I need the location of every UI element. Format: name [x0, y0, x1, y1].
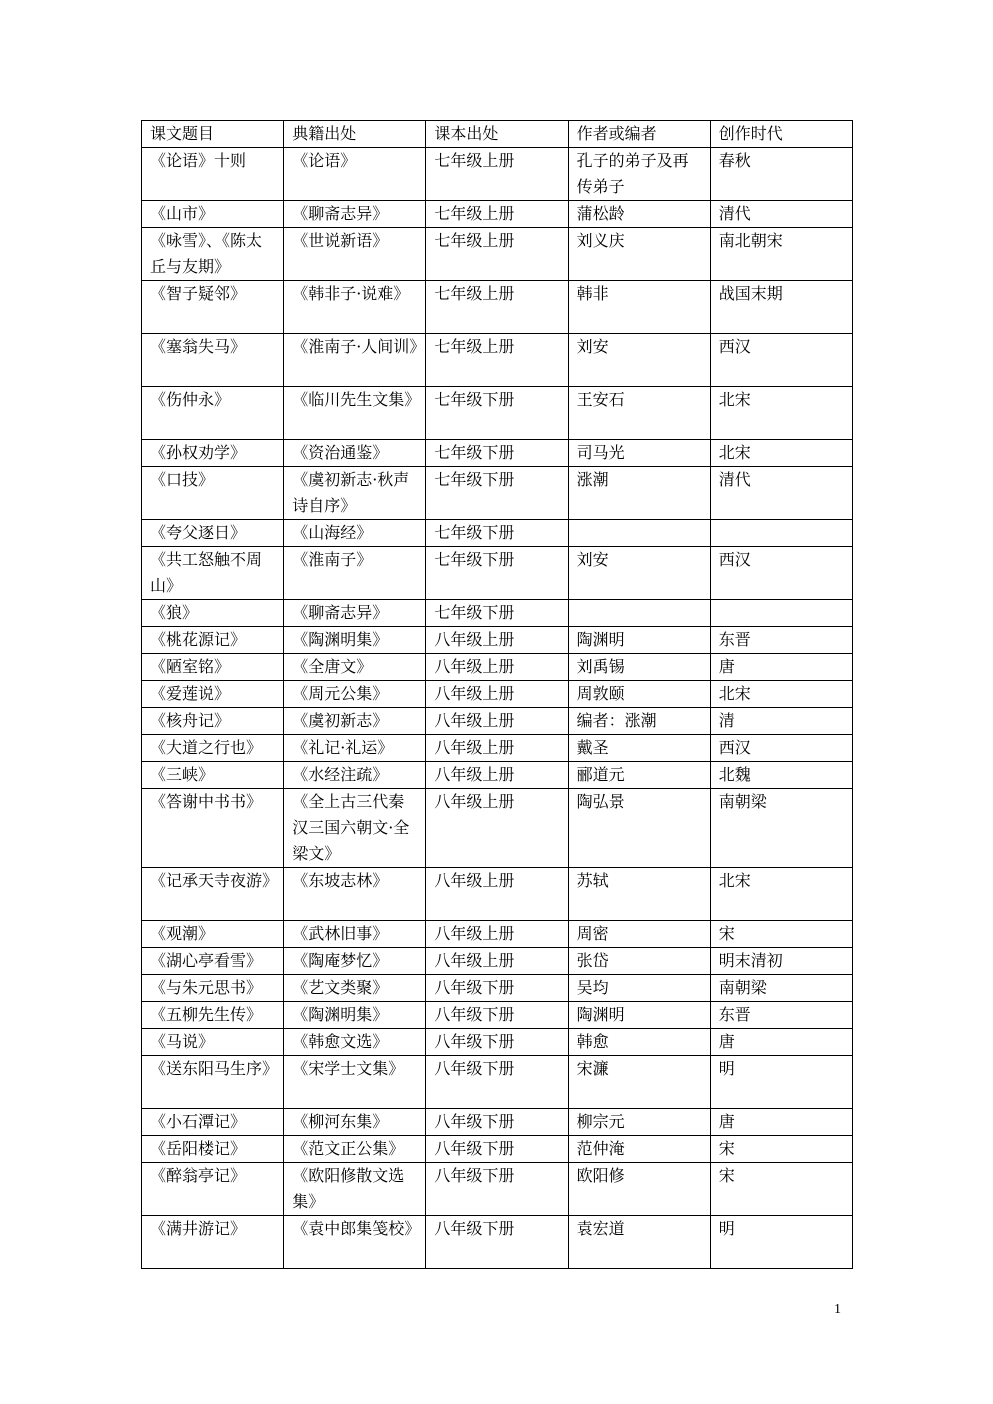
source-cell: 《艺文类聚》	[284, 975, 426, 1002]
title-cell: 《湖心亭看雪》	[142, 948, 284, 975]
table-row	[142, 440, 853, 467]
title-cell: 《爱莲说》	[142, 681, 284, 708]
textbook-cell: 八年级下册	[426, 1002, 568, 1029]
textbook-cell: 八年级上册	[426, 948, 568, 975]
table-row	[142, 201, 853, 228]
table-row	[142, 975, 853, 1002]
source-cell: 《全上古三代秦汉三国六朝文·全梁文》	[284, 789, 426, 868]
textbook-cell: 七年级下册	[426, 547, 568, 600]
source-cell: 《淮南子》	[284, 547, 426, 600]
table-row	[142, 762, 853, 789]
textbook-cell: 七年级上册	[426, 228, 568, 281]
header-cell-title: 课文题目	[142, 121, 284, 148]
author-cell: 陶渊明	[568, 627, 710, 654]
table-row	[142, 600, 853, 627]
header-cell-textbook: 课本出处	[426, 121, 568, 148]
author-cell: 柳宗元	[568, 1109, 710, 1136]
header-cell-author: 作者或编者	[568, 121, 710, 148]
textbook-cell: 七年级下册	[426, 600, 568, 627]
source-cell: 《宋学士文集》	[284, 1056, 426, 1109]
textbook-cell: 八年级下册	[426, 1056, 568, 1109]
title-cell: 《夸父逐日》	[142, 520, 284, 547]
source-cell: 《陶渊明集》	[284, 627, 426, 654]
era-cell: 南朝梁	[710, 975, 852, 1002]
source-cell: 《虞初新志》	[284, 708, 426, 735]
table-row	[142, 1136, 853, 1163]
source-cell: 《韩非子·说难》	[284, 281, 426, 334]
title-cell: 《口技》	[142, 467, 284, 520]
author-cell: 刘禹锡	[568, 654, 710, 681]
source-cell: 《论语》	[284, 148, 426, 201]
author-cell: 张岱	[568, 948, 710, 975]
author-cell: 刘安	[568, 547, 710, 600]
era-cell: 宋	[710, 1136, 852, 1163]
title-cell: 《岳阳楼记》	[142, 1136, 284, 1163]
table-row	[142, 735, 853, 762]
title-cell: 《答谢中书书》	[142, 789, 284, 868]
title-cell: 《山市》	[142, 201, 284, 228]
title-cell: 《记承天寺夜游》	[142, 868, 284, 921]
author-cell: 陶渊明	[568, 1002, 710, 1029]
textbook-cell: 八年级上册	[426, 762, 568, 789]
table-header-row	[142, 121, 853, 148]
author-cell: 范仲淹	[568, 1136, 710, 1163]
textbook-cell: 八年级下册	[426, 1136, 568, 1163]
textbook-cell: 七年级上册	[426, 281, 568, 334]
source-cell: 《韩愈文选》	[284, 1029, 426, 1056]
source-cell: 《淮南子·人间训》	[284, 334, 426, 387]
textbook-cell: 八年级下册	[426, 1029, 568, 1056]
title-cell: 《共工怒触不周山》	[142, 547, 284, 600]
title-cell: 《醉翁亭记》	[142, 1163, 284, 1216]
title-cell: 《满井游记》	[142, 1216, 284, 1269]
textbook-cell: 七年级上册	[426, 334, 568, 387]
source-cell: 《东坡志林》	[284, 868, 426, 921]
source-cell: 《礼记·礼运》	[284, 735, 426, 762]
author-cell: 吴均	[568, 975, 710, 1002]
textbook-cell: 八年级上册	[426, 654, 568, 681]
title-cell: 《塞翁失马》	[142, 334, 284, 387]
title-cell: 《论语》十则	[142, 148, 284, 201]
title-cell: 《马说》	[142, 1029, 284, 1056]
title-cell: 《伤仲永》	[142, 387, 284, 440]
era-cell: 南北朝宋	[710, 228, 852, 281]
table-row	[142, 868, 853, 921]
header-cell-source: 典籍出处	[284, 121, 426, 148]
author-cell: 王安石	[568, 387, 710, 440]
table-row	[142, 547, 853, 600]
author-cell: 周密	[568, 921, 710, 948]
textbook-cell: 七年级下册	[426, 440, 568, 467]
era-cell: 春秋	[710, 148, 852, 201]
title-cell: 《孙权劝学》	[142, 440, 284, 467]
table-body	[142, 121, 853, 1269]
era-cell: 西汉	[710, 735, 852, 762]
author-cell: 司马光	[568, 440, 710, 467]
source-cell: 《陶庵梦忆》	[284, 948, 426, 975]
table-row	[142, 1029, 853, 1056]
title-cell: 《陋室铭》	[142, 654, 284, 681]
era-cell: 明	[710, 1216, 852, 1269]
era-cell: 北宋	[710, 440, 852, 467]
era-cell: 唐	[710, 654, 852, 681]
table-row	[142, 921, 853, 948]
textbook-cell: 八年级下册	[426, 1109, 568, 1136]
title-cell: 《智子疑邻》	[142, 281, 284, 334]
textbook-cell: 七年级下册	[426, 520, 568, 547]
textbook-cell: 七年级下册	[426, 467, 568, 520]
table-row	[142, 654, 853, 681]
table-row	[142, 334, 853, 387]
table-row	[142, 1216, 853, 1269]
author-cell: 孔子的弟子及再传弟子	[568, 148, 710, 201]
era-cell: 清代	[710, 201, 852, 228]
table-row	[142, 467, 853, 520]
title-cell: 《大道之行也》	[142, 735, 284, 762]
source-cell: 《范文正公集》	[284, 1136, 426, 1163]
author-cell: 韩愈	[568, 1029, 710, 1056]
author-cell: 刘义庆	[568, 228, 710, 281]
table-row	[142, 1056, 853, 1109]
source-cell: 《世说新语》	[284, 228, 426, 281]
title-cell: 《咏雪》、《陈太丘与友期》	[142, 228, 284, 281]
table-row	[142, 281, 853, 334]
title-cell: 《狼》	[142, 600, 284, 627]
header-cell-era: 创作时代	[710, 121, 852, 148]
source-cell: 《水经注疏》	[284, 762, 426, 789]
textbook-cell: 八年级上册	[426, 708, 568, 735]
textbook-cell: 八年级上册	[426, 681, 568, 708]
era-cell: 西汉	[710, 334, 852, 387]
title-cell: 《与朱元思书》	[142, 975, 284, 1002]
textbook-cell: 八年级下册	[426, 1163, 568, 1216]
author-cell: 刘安	[568, 334, 710, 387]
table-row	[142, 148, 853, 201]
title-cell: 《核舟记》	[142, 708, 284, 735]
source-cell: 《资治通鉴》	[284, 440, 426, 467]
author-cell: 戴圣	[568, 735, 710, 762]
era-cell: 战国末期	[710, 281, 852, 334]
source-cell: 《聊斋志异》	[284, 201, 426, 228]
era-cell: 南朝梁	[710, 789, 852, 868]
table-row	[142, 1002, 853, 1029]
table-row	[142, 948, 853, 975]
table-row	[142, 789, 853, 868]
author-cell: 周敦颐	[568, 681, 710, 708]
textbook-cell: 七年级上册	[426, 148, 568, 201]
era-cell: 清代	[710, 467, 852, 520]
era-cell: 北宋	[710, 681, 852, 708]
author-cell: 编者：涨潮	[568, 708, 710, 735]
title-cell: 《小石潭记》	[142, 1109, 284, 1136]
era-cell: 北魏	[710, 762, 852, 789]
page-number: 1	[834, 1302, 841, 1317]
author-cell: 韩非	[568, 281, 710, 334]
era-cell: 宋	[710, 921, 852, 948]
era-cell: 明末清初	[710, 948, 852, 975]
table-row	[142, 627, 853, 654]
texts-table	[141, 120, 853, 1269]
author-cell	[568, 600, 710, 627]
author-cell: 涨潮	[568, 467, 710, 520]
table-row	[142, 228, 853, 281]
source-cell: 《陶渊明集》	[284, 1002, 426, 1029]
title-cell: 《五柳先生传》	[142, 1002, 284, 1029]
author-cell: 陶弘景	[568, 789, 710, 868]
author-cell: 欧阳修	[568, 1163, 710, 1216]
era-cell	[710, 520, 852, 547]
textbook-cell: 八年级下册	[426, 975, 568, 1002]
title-cell: 《送东阳马生序》	[142, 1056, 284, 1109]
textbook-cell: 八年级上册	[426, 735, 568, 762]
textbook-cell: 八年级上册	[426, 627, 568, 654]
source-cell: 《欧阳修散文选集》	[284, 1163, 426, 1216]
era-cell: 北宋	[710, 868, 852, 921]
source-cell: 《全唐文》	[284, 654, 426, 681]
era-cell: 北宋	[710, 387, 852, 440]
era-cell: 东晋	[710, 627, 852, 654]
textbook-cell: 八年级下册	[426, 1216, 568, 1269]
source-cell: 《柳河东集》	[284, 1109, 426, 1136]
author-cell: 宋濂	[568, 1056, 710, 1109]
source-cell: 《聊斋志异》	[284, 600, 426, 627]
title-cell: 《桃花源记》	[142, 627, 284, 654]
table-row	[142, 387, 853, 440]
table-row	[142, 681, 853, 708]
source-cell: 《山海经》	[284, 520, 426, 547]
era-cell: 清	[710, 708, 852, 735]
era-cell: 明	[710, 1056, 852, 1109]
textbook-cell: 七年级上册	[426, 201, 568, 228]
era-cell: 东晋	[710, 1002, 852, 1029]
era-cell: 唐	[710, 1109, 852, 1136]
title-cell: 《三峡》	[142, 762, 284, 789]
era-cell	[710, 600, 852, 627]
era-cell: 唐	[710, 1029, 852, 1056]
textbook-cell: 七年级下册	[426, 387, 568, 440]
table-row	[142, 1163, 853, 1216]
title-cell: 《观潮》	[142, 921, 284, 948]
era-cell: 宋	[710, 1163, 852, 1216]
era-cell: 西汉	[710, 547, 852, 600]
source-cell: 《虞初新志·秋声诗自序》	[284, 467, 426, 520]
source-cell: 《武林旧事》	[284, 921, 426, 948]
table-row	[142, 708, 853, 735]
source-cell: 《临川先生文集》	[284, 387, 426, 440]
table-row	[142, 1109, 853, 1136]
source-cell: 《袁中郎集笺校》	[284, 1216, 426, 1269]
textbook-cell: 八年级上册	[426, 789, 568, 868]
table-row	[142, 520, 853, 547]
source-cell: 《周元公集》	[284, 681, 426, 708]
textbook-cell: 八年级上册	[426, 868, 568, 921]
author-cell	[568, 520, 710, 547]
author-cell: 袁宏道	[568, 1216, 710, 1269]
author-cell: 郦道元	[568, 762, 710, 789]
author-cell: 蒲松龄	[568, 201, 710, 228]
textbook-cell: 八年级上册	[426, 921, 568, 948]
author-cell: 苏轼	[568, 868, 710, 921]
